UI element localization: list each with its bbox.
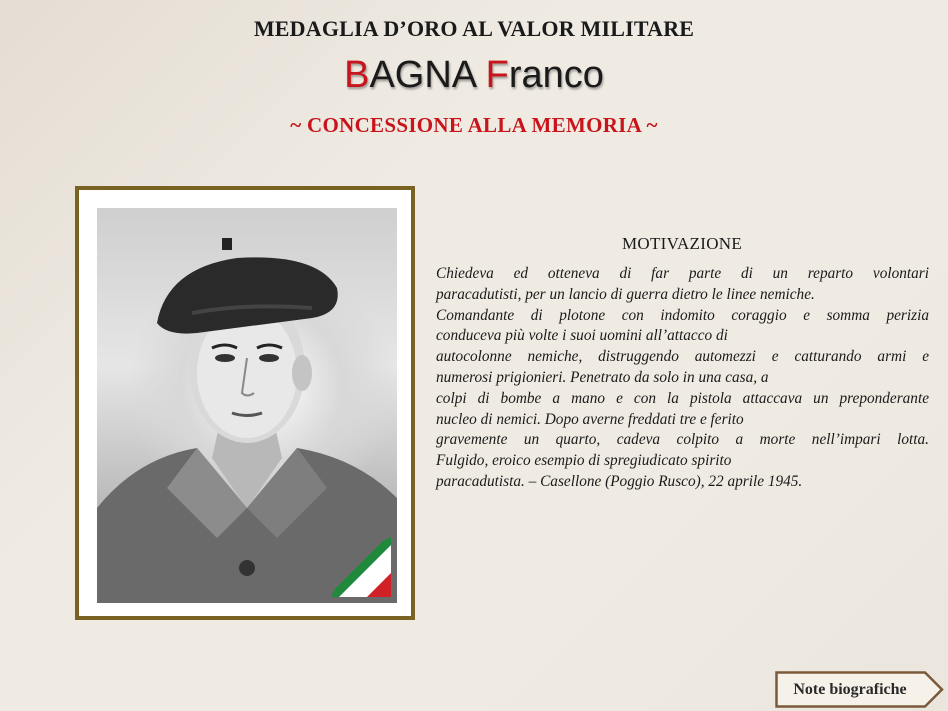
motivazione-line: colpi di bombe a mano e con la pistola attaccava un preponderante	[436, 389, 929, 407]
portrait-frame	[75, 186, 415, 620]
motivazione-line: numerosi prigionieri. Penetrato da solo in una casa, a	[436, 368, 769, 386]
name-first-rest: ranco	[508, 54, 604, 96]
name-surname-rest: AGNA	[369, 54, 486, 96]
motivazione-line: autocolonne nemiche, distruggendo automezzi e catturando armi e	[436, 348, 929, 366]
motivazione-line: paracadutista. – Casellone (Poggio Rusco), 22 aprile 1945.	[436, 472, 803, 490]
italian-flag-icon	[331, 537, 391, 597]
motivazione-line: paracadutisti, per un lancio di guerra dietro le linee nemiche.	[436, 285, 815, 303]
motivazione-heading: MOTIVAZIONE	[621, 234, 743, 253]
portrait-photo	[97, 208, 397, 603]
note-biografiche-label: Note biografiche	[793, 681, 907, 698]
name-initial-first: F	[485, 54, 509, 96]
subtitle: ~ CONCESSIONE ALLA MEMORIA ~	[290, 113, 658, 137]
motivazione-line: Fulgido, eroico esempio di spregiudicato spirito	[436, 452, 732, 470]
motivazione-line: gravemente un quarto, cadeva colpito a morte nell’impari lotta.	[436, 431, 929, 449]
motivazione-text	[436, 264, 929, 493]
motivazione-line: nucleo di nemici. Dopo averne freddati tre e ferito	[436, 410, 744, 428]
motivazione-line: Chiedeva ed otteneva di far parte di un reparto volontari	[436, 265, 929, 282]
motivazione-line: Comandante di plotone con indomito coraggio e somma perizia	[436, 306, 929, 324]
motivazione-line: conduceva più volte i suoi uomini all’attacco di	[436, 327, 728, 345]
page-title: MEDAGLIA D’ORO AL VALOR MILITARE	[253, 16, 695, 41]
person-name	[0, 54, 948, 97]
note-biografiche-button[interactable]	[775, 671, 945, 708]
name-initial-surname: B	[344, 54, 370, 96]
